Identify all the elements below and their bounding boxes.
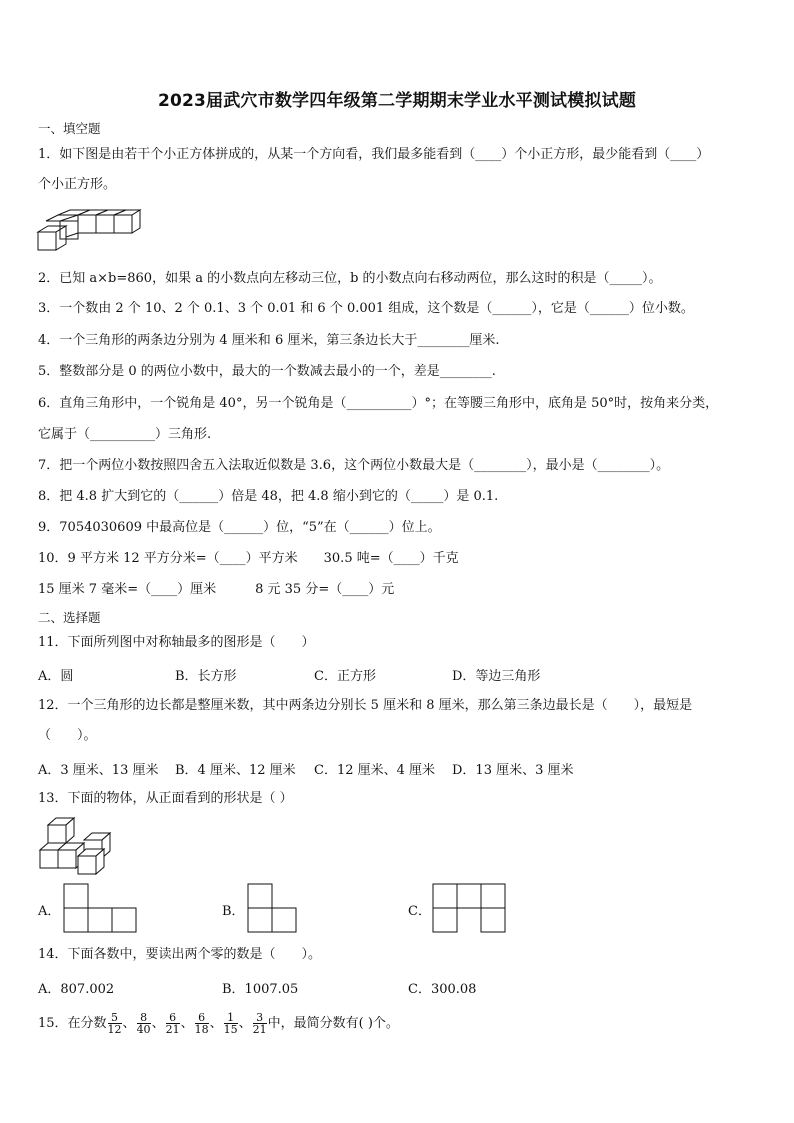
question-8: 8．把 4.8 扩大到它的（______）倍是 48，把 4.8 缩小到它的（_____）是 0.1. xyxy=(38,489,499,504)
cube-stack-figure xyxy=(36,208,142,252)
question-5: 5．整数部分是 0 的两位小数中，最大的一个数减去最小的一个，差是________. xyxy=(38,364,496,379)
fraction: $\frac{1}{15}$ xyxy=(223,1011,238,1036)
question-12-line-2: （ ）。 xyxy=(38,728,97,743)
question-12-option-b: B．4 厘米、12 厘米 xyxy=(175,763,296,778)
question-13-option-a-label: A． xyxy=(38,904,61,919)
question-13-option-b-label: B． xyxy=(222,904,245,919)
question-15-suffix: 中，最简分数有( )个。 xyxy=(267,1016,399,1031)
fraction: $\frac{3}{21}$ xyxy=(252,1011,267,1036)
question-4: 4．一个三角形的两条边分别为 4 厘米和 6 厘米，第三条边长大于________厘米. xyxy=(38,333,500,348)
question-11-option-c: C．正方形 xyxy=(314,669,376,684)
option-a-shape xyxy=(63,883,138,933)
question-2: 2．已知 a×b=860，如果 a 的小数点向左移动三位，b 的小数点向右移动两位，那么这时的积是（_____）。 xyxy=(38,271,662,286)
option-c-shape xyxy=(432,883,508,933)
question-1-line-2: 个小正方形。 xyxy=(38,177,117,192)
question-13-option-c-label: C． xyxy=(408,904,431,919)
question-14-option-a: A．807.002 xyxy=(38,982,115,997)
question-15: 15．在分数 $\frac{5}{12}$ 、 $\frac{8}{40}$ 、 $\frac{6}{21}$ 、 $\frac{6}{18}$ 、 $\frac{1}{15}$ 、 $\frac{3}{21}$ 中，最简分数有( )个。 xyxy=(38,1011,399,1036)
question-11-option-a: A．圆 xyxy=(38,669,74,684)
question-11-option-b: B．长方形 xyxy=(175,669,237,684)
question-15-prefix: 15．在分数 xyxy=(38,1016,107,1031)
question-12-line-1: 12．一个三角形的边长都是整厘米数，其中两条边分别长 5 厘米和 8 厘米，那么第三条边最长是（ ），最短是 xyxy=(38,698,693,713)
fraction: $\frac{6}{18}$ xyxy=(194,1011,209,1036)
question-11-option-d: D．等边三角形 xyxy=(452,669,541,684)
option-b-shape xyxy=(247,883,299,933)
question-11-stem: 11．下面所列图中对称轴最多的图形是（ ） xyxy=(38,635,315,650)
question-14-option-b: B．1007.05 xyxy=(222,982,299,997)
question-12-option-a: A．3 厘米、13 厘米 xyxy=(38,763,159,778)
fraction: $\frac{5}{12}$ xyxy=(107,1011,122,1036)
section-fill-in: 一、填空题 xyxy=(38,121,101,136)
question-1-line-1: 1．如下图是由若干个小正方体拼成的，从某一个方向看，我们最多能看到（____）个小正方形，最少能看到（____） xyxy=(38,147,710,162)
fraction: $\frac{8}{40}$ xyxy=(136,1011,151,1036)
question-3: 3．一个数由 2 个 10、2 个 0.1、3 个 0.01 和 6 个 0.001 组成，这个数是（______），它是（______）位小数。 xyxy=(38,301,694,316)
section-choice: 二、选择题 xyxy=(38,610,101,625)
fraction: $\frac{6}{21}$ xyxy=(165,1011,180,1036)
question-6-line-2: 它属于（__________）三角形. xyxy=(38,427,212,442)
page-title: 2023届武穴市数学四年级第二学期期末学业水平测试模拟试题 xyxy=(157,91,637,111)
question-9: 9．7054030609 中最高位是（______）位，“5”在（______）位上。 xyxy=(38,520,441,535)
question-10-line-1: 10．9 平方米 12 平方分米=（____）平方米 30.5 吨=（____）千克 xyxy=(38,551,459,566)
question-13-stem: 13．下面的物体，从正面看到的形状是（ ） xyxy=(38,791,293,806)
object-3d-figure xyxy=(38,816,122,878)
question-7: 7．把一个两位小数按照四舍五入法取近似数是 3.6，这个两位小数最大是（________），最小是（________）。 xyxy=(38,458,670,473)
question-10-line-2: 15 厘米 7 毫米=（____）厘米 8 元 35 分=（____）元 xyxy=(38,582,395,597)
question-12-option-d: D．13 厘米、3 厘米 xyxy=(452,763,574,778)
question-14-stem: 14．下面各数中，要读出两个零的数是（ ）。 xyxy=(38,947,322,962)
question-6-line-1: 6．直角三角形中，一个锐角是 40°，另一个锐角是（__________）°；在等腰三角形中，底角是 50°时，按角来分类， xyxy=(38,396,719,411)
question-12-option-c: C．12 厘米、4 厘米 xyxy=(314,763,436,778)
question-14-option-c: C．300.08 xyxy=(408,982,477,997)
